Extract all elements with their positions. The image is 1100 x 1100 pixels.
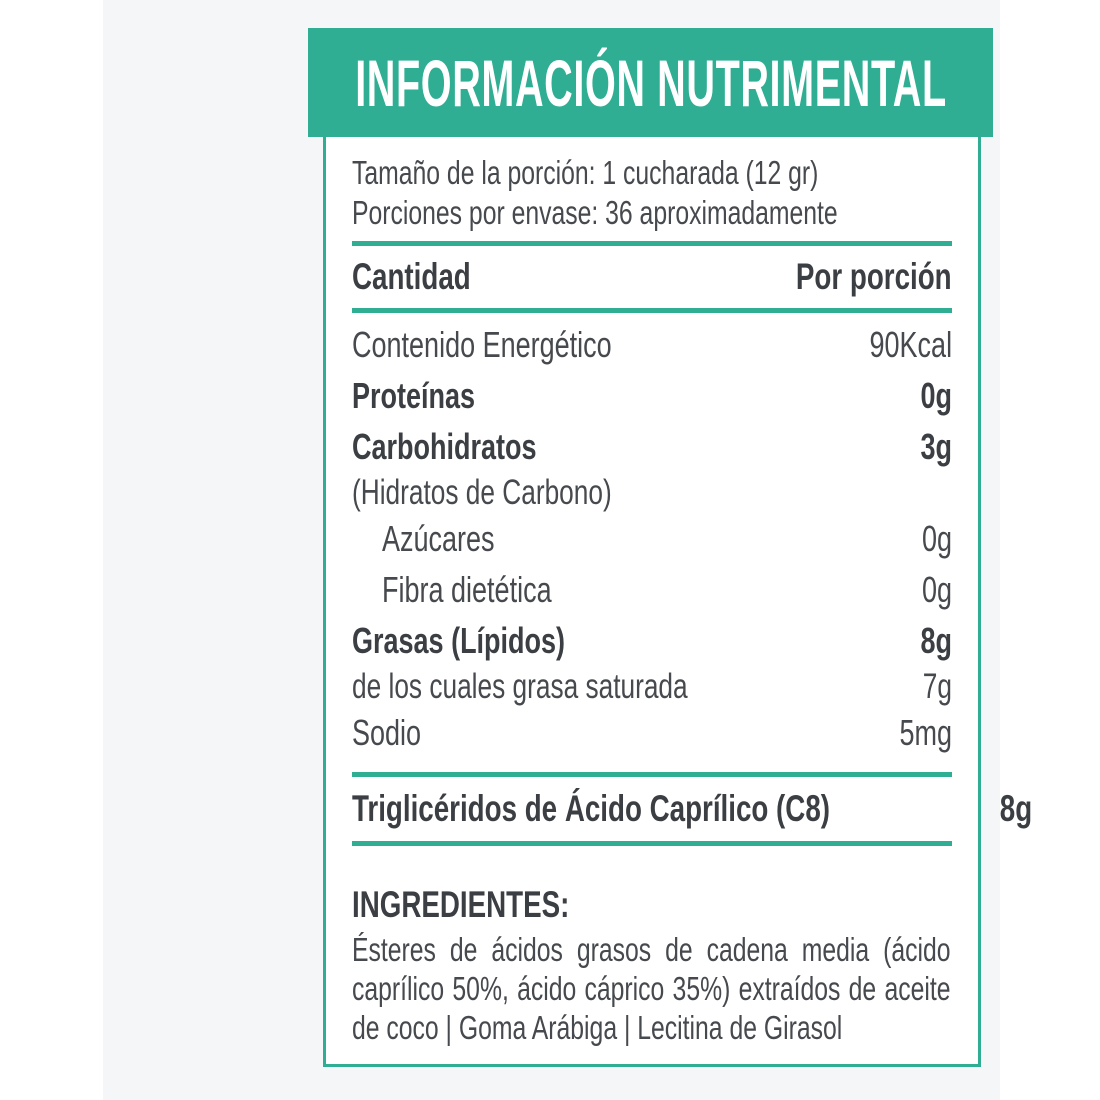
serving-info xyxy=(352,153,952,233)
row-value: 90Kcal xyxy=(869,324,952,365)
divider xyxy=(352,841,952,846)
table-row xyxy=(352,421,952,472)
row-label: Carbohidratos xyxy=(352,426,537,467)
nutrient-rows xyxy=(352,313,952,758)
row-label: Grasas (Lípidos) xyxy=(352,620,566,661)
table-row xyxy=(352,513,952,564)
row-value: 0g xyxy=(920,375,952,416)
table-row xyxy=(352,564,952,615)
servings-per-container-line: Porciones por envase: 36 aproximadamente xyxy=(352,194,838,231)
row-value: 5mg xyxy=(899,712,952,753)
ingredients-text: Ésteres de ácidos grasos de cadena media (ácido caprílico 50%, ácido cáprico 35%) extraídos de aceite de coco | Goma Arábiga | Lecitina de Girasol xyxy=(352,931,951,1046)
row-value: 8g xyxy=(920,620,952,661)
row-label: Sodio xyxy=(352,712,422,753)
table-header-row xyxy=(352,246,952,308)
table-row xyxy=(352,319,952,370)
row-value: 7g xyxy=(922,667,952,706)
row-label: (Hidratos de Carbono) xyxy=(352,473,612,512)
nutrition-box xyxy=(323,137,1033,1067)
row-label: Proteínas xyxy=(352,375,476,416)
row-label: de los cuales grasa saturada xyxy=(352,667,688,706)
table-row xyxy=(352,666,952,707)
table-row xyxy=(352,707,952,758)
row-value: 0g xyxy=(921,518,952,559)
row-label: Azúcares xyxy=(382,518,495,559)
row-label: Triglicéridos de Ácido Caprílico (C8) xyxy=(352,788,831,829)
header-banner xyxy=(308,28,993,137)
table-row xyxy=(352,472,952,513)
column-header-per-serving: Por porción xyxy=(796,256,952,297)
serving-size-line: Tamaño de la porción: 1 cucharada (12 gr) xyxy=(352,154,819,191)
row-value: 3g xyxy=(920,426,952,467)
table-row xyxy=(352,615,952,666)
row-value: 0g xyxy=(921,569,952,610)
page-title: INFORMACIÓN NUTRIMENTAL xyxy=(354,45,947,120)
table-row xyxy=(352,370,952,421)
label-card xyxy=(103,0,1033,1100)
highlight-row xyxy=(352,777,1033,841)
row-label: Contenido Energético xyxy=(352,324,612,365)
row-label: Fibra dietética xyxy=(382,569,552,610)
ingredients-heading: INGREDIENTES: xyxy=(352,884,570,925)
column-header-amount: Cantidad xyxy=(352,256,471,297)
row-value: 8g xyxy=(1000,788,1033,829)
